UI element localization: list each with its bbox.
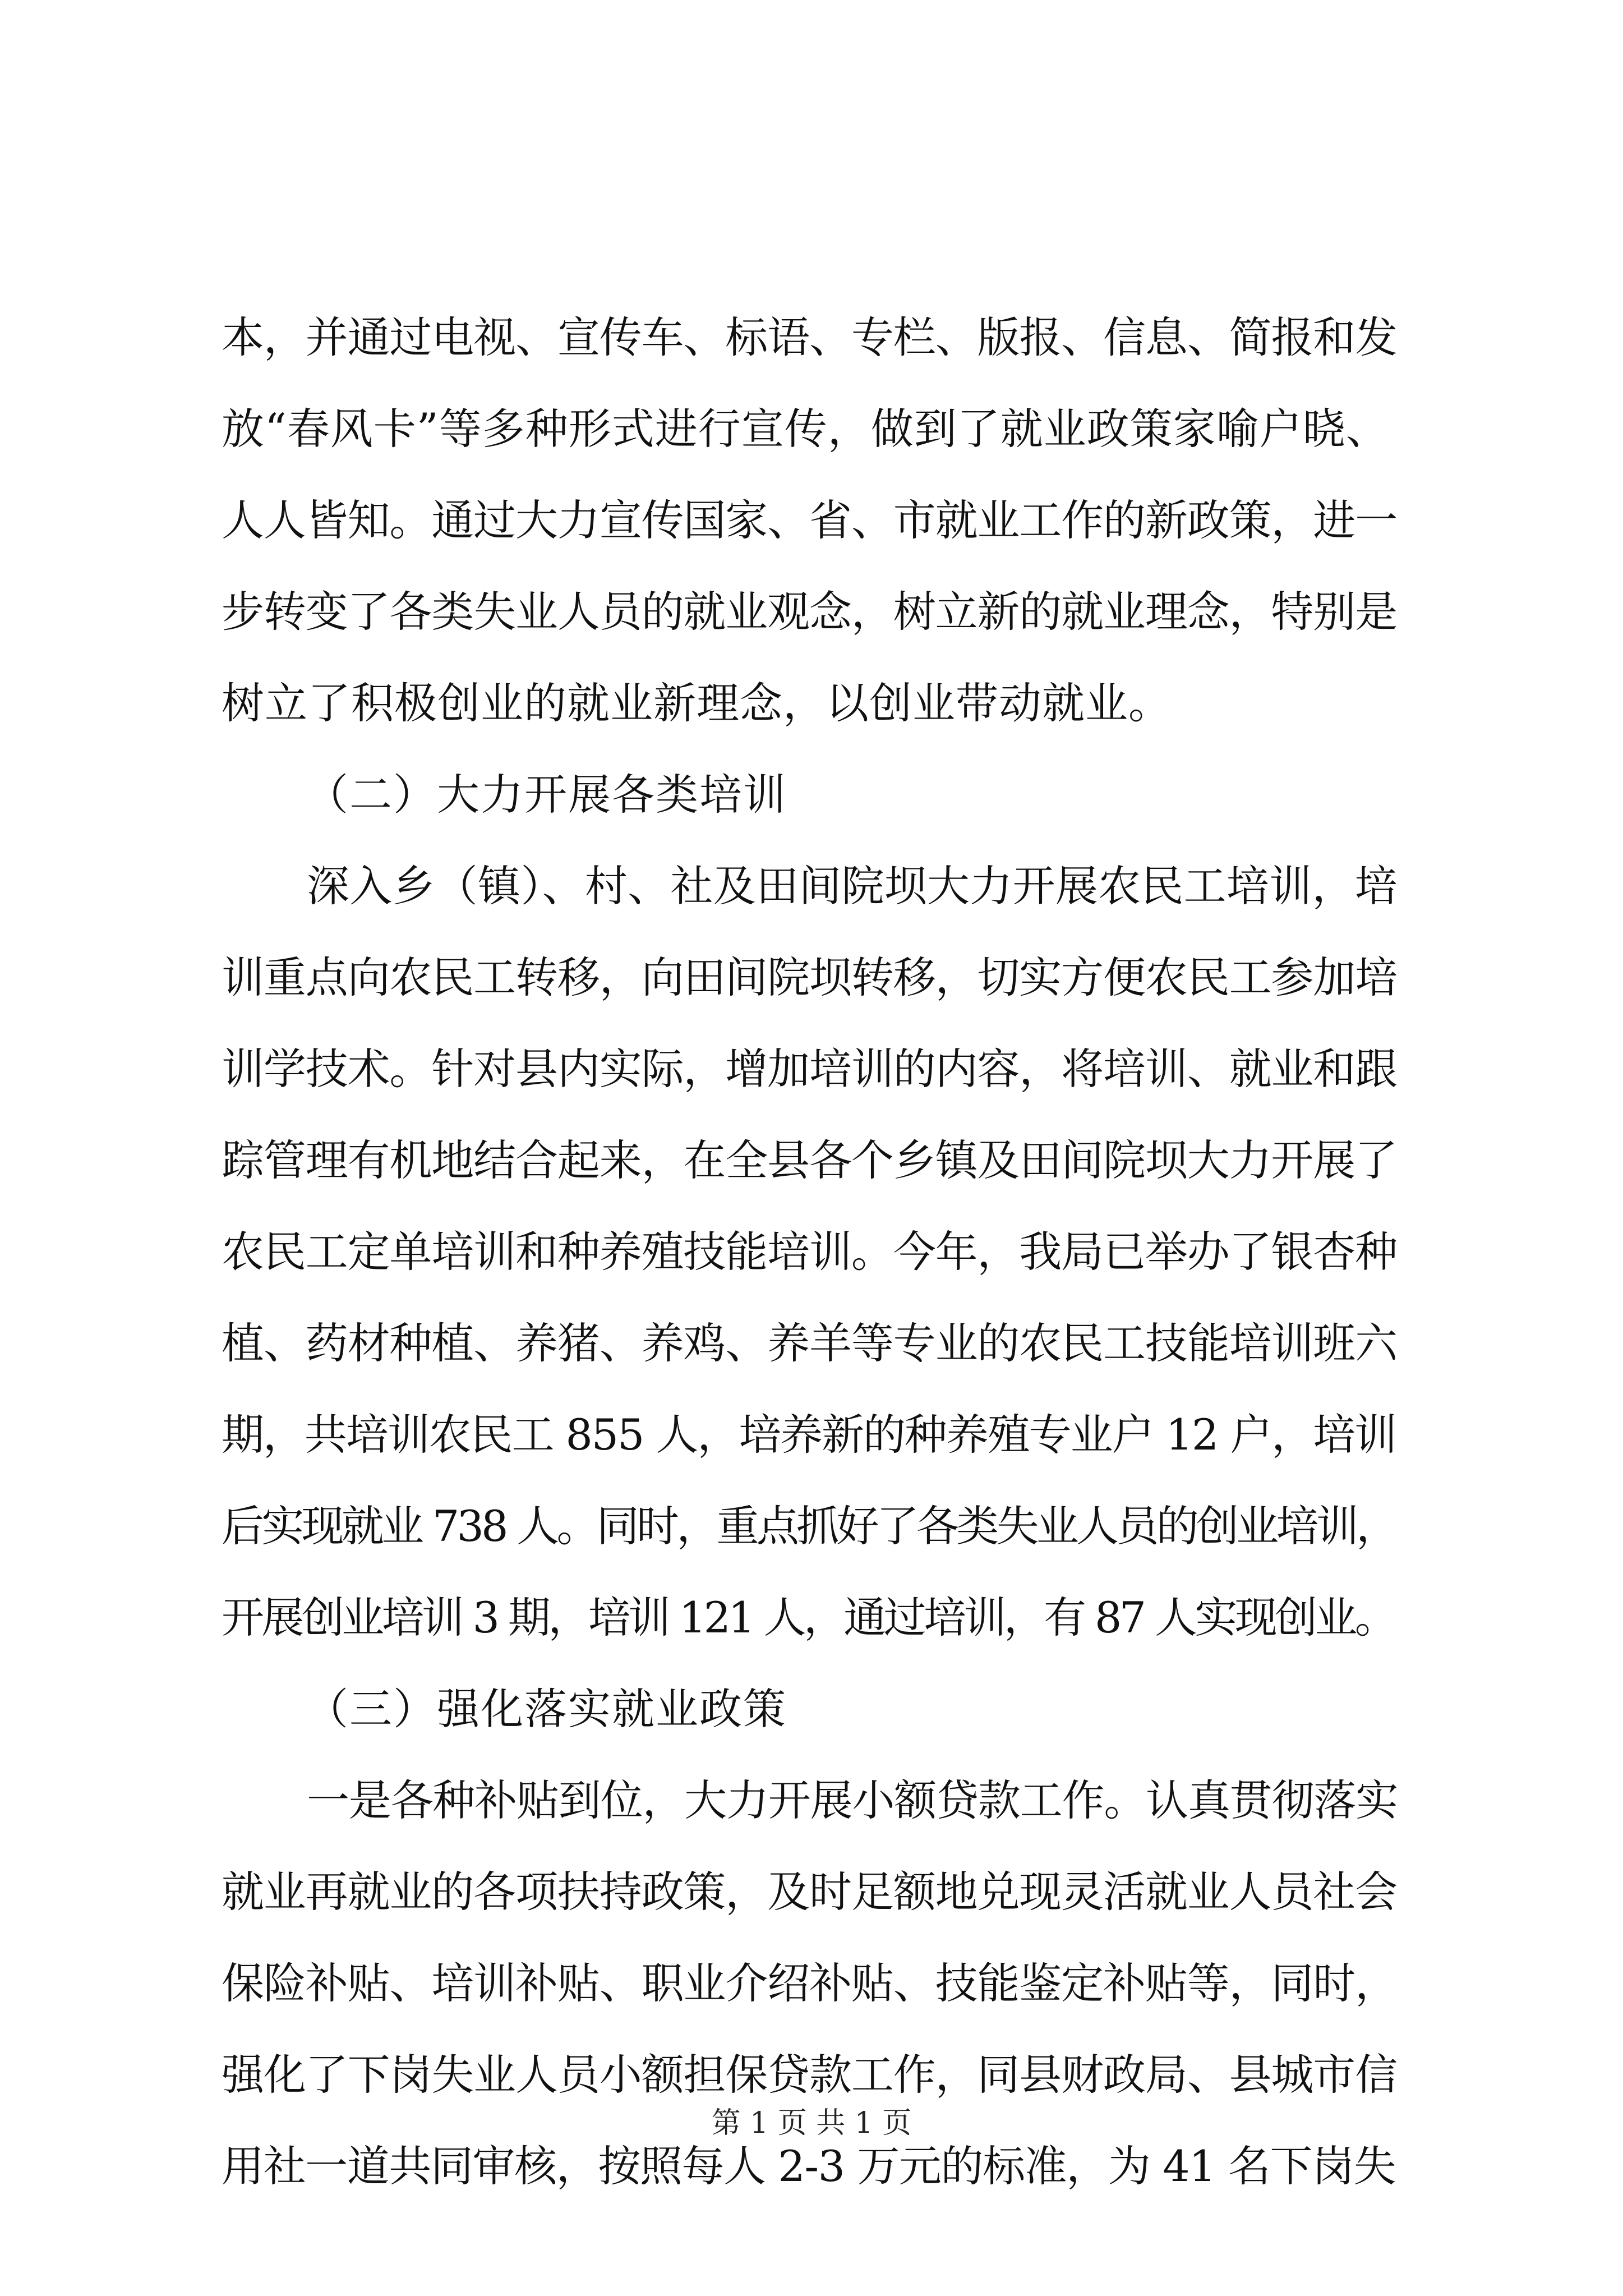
paragraph-line: 深入乡（镇）、村、社及田间院坝大力开展农民工培训，培: [307, 861, 1398, 911]
paragraph-line: 农民工定单培训和种养殖技能培训。今年，我局已举办了银杏种: [222, 1227, 1397, 1277]
paragraph-line: 保险补贴、培训补贴、职业介绍补贴、技能鉴定补贴等，同时，: [222, 1958, 1397, 2008]
body-text: [222, 292, 1405, 2212]
paragraph-line: 就业再就业的各项扶持政策，及时足额地兑现灵活就业人员社会: [222, 1867, 1397, 1917]
page-footer: 第 1 页 共 1 页: [711, 2106, 912, 2140]
paragraph-line: 植、药材种植、养猪、养鸡、养羊等专业的农民工技能培训班六: [222, 1318, 1397, 1368]
section-heading: （三）强化落实就业政策: [306, 1684, 787, 1734]
paragraph-line: 后实现就业 738 人。同时，重点抓好了各类失业人员的创业培训，: [222, 1501, 1396, 1551]
paragraph-line: 一是各种补贴到位，大力开展小额贷款工作。认真贯彻落实: [307, 1775, 1398, 1825]
paragraph-line: 训重点向农民工转移，向田间院坝转移，切实方便农民工参加培: [222, 953, 1397, 1002]
paragraph-line: 人人皆知。通过大力宣传国家、省、市就业工作的新政策，进一: [222, 495, 1397, 545]
paragraph-line: 本，并通过电视、宣传车、标语、专栏、版报、信息、简报和发: [222, 312, 1397, 362]
paragraph-line: 放“春风卡”等多种形式进行宣传，做到了就业政策家喻户晓、: [222, 404, 1389, 454]
paragraph-line: 用社一道共同审核，按照每人 2-3 万元的标准，为 41 名下岗失: [222, 2141, 1396, 2191]
paragraph-line: 踪管理有机地结合起来，在全县各个乡镇及田间院坝大力开展了: [222, 1135, 1397, 1185]
paragraph-line: 训学技术。针对县内实际，增加培训的内容，将培训、就业和跟: [222, 1044, 1397, 1094]
paragraph-line: 步转变了各类失业人员的就业观念，树立新的就业理念，特别是: [222, 587, 1397, 637]
section-heading: （二）大力开展各类培训: [306, 770, 787, 820]
paragraph-line: 期，共培训农民工 855 人，培养新的种养殖专业户 12 户，培训: [222, 1410, 1396, 1460]
paragraph-line: 强化了下岗失业人员小额担保贷款工作，同县财政局、县城市信: [222, 2050, 1397, 2100]
paragraph-line: 树立了积极创业的就业新理念，以创业带动就业。: [222, 678, 1172, 728]
paragraph-line: 开展创业培训 3 期，培训 121 人，通过培训，有 87 人实现创业。: [222, 1593, 1395, 1642]
